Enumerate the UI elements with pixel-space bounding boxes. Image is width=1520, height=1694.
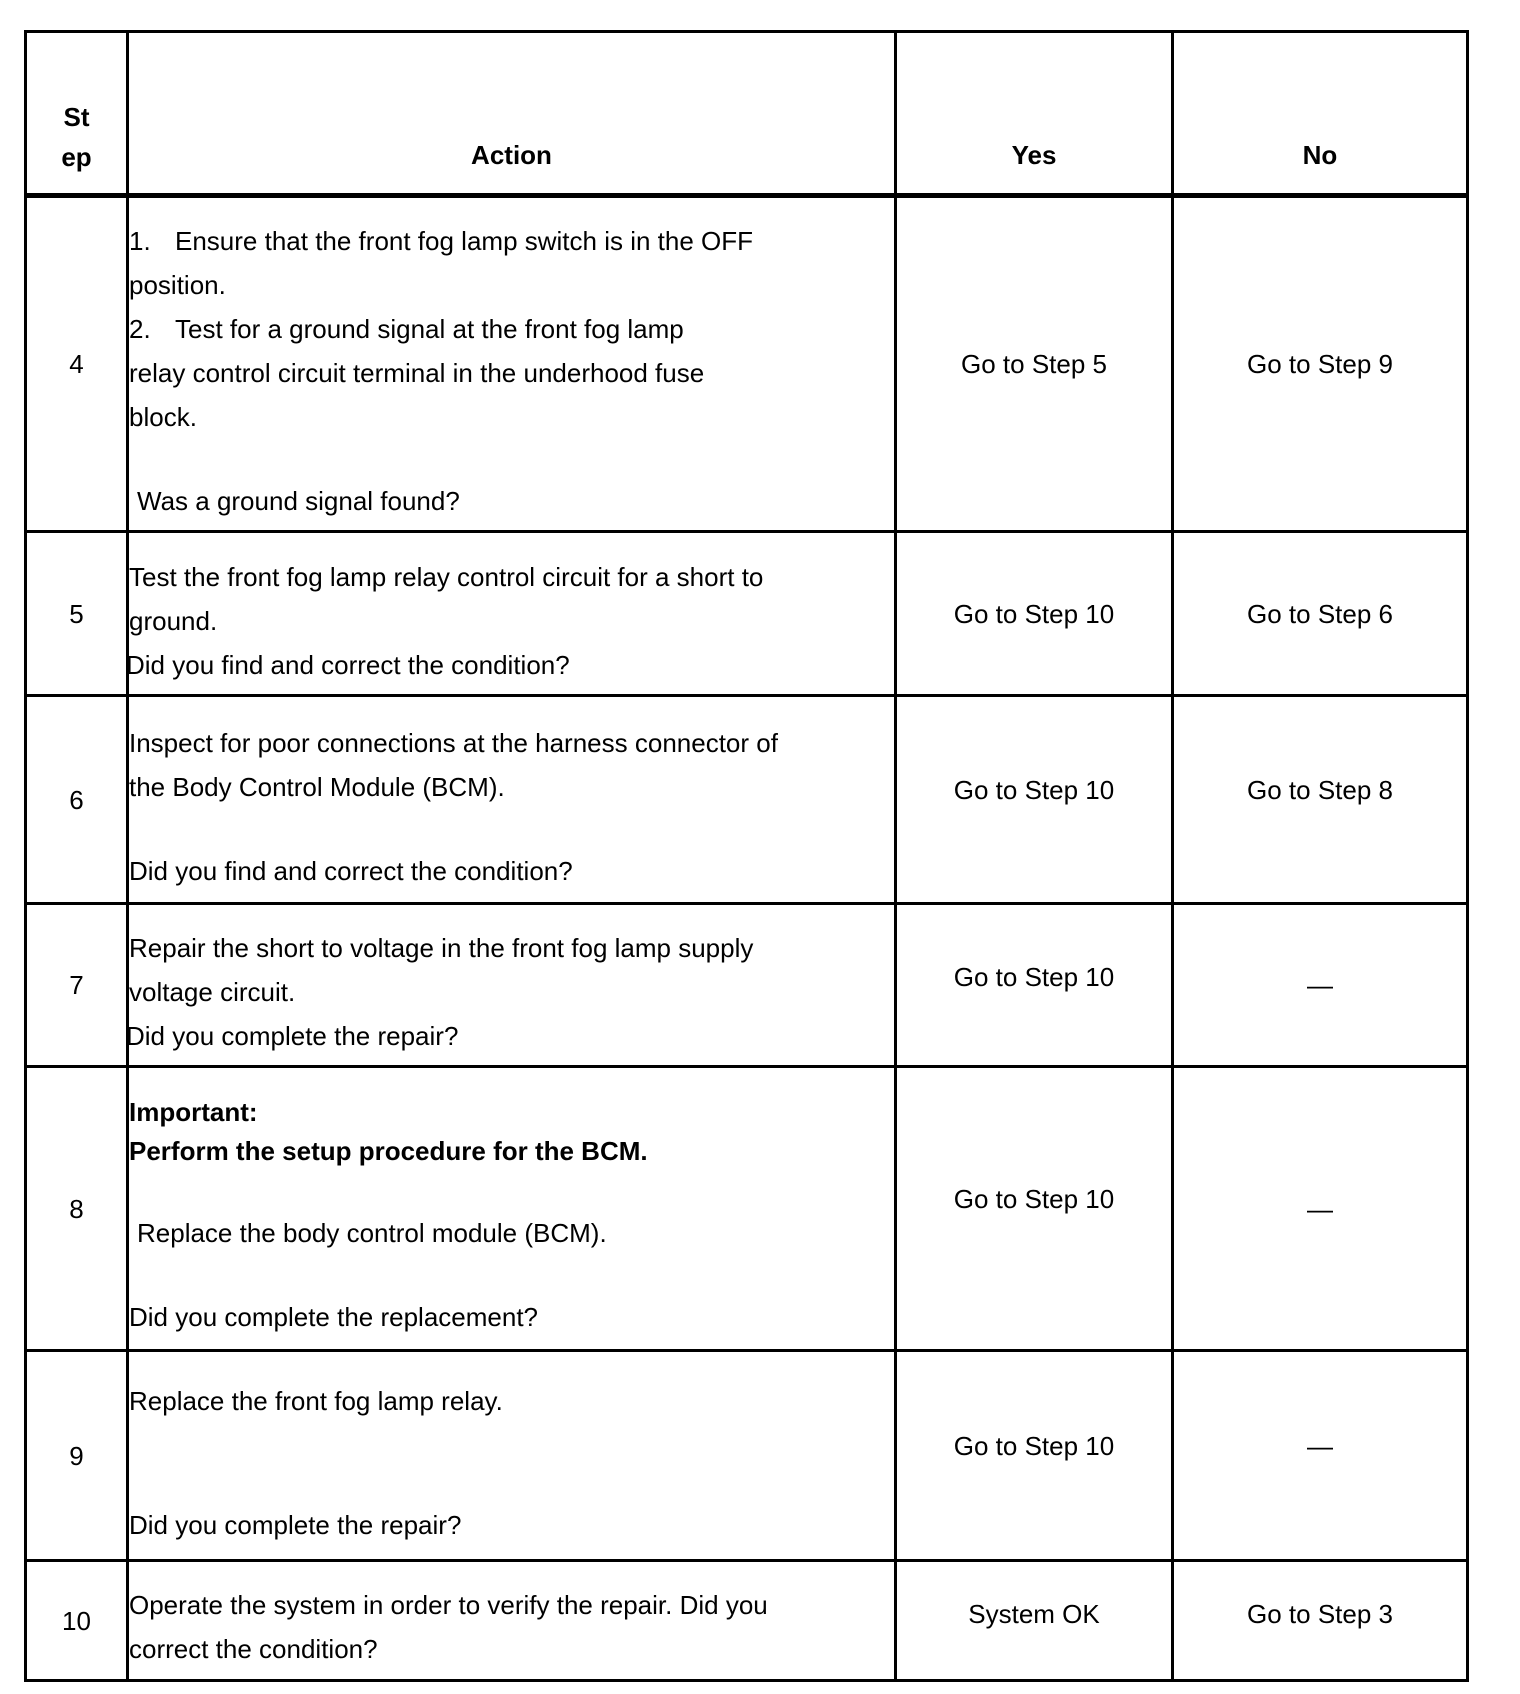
action-line: block. (129, 402, 197, 432)
question-text: Did you complete the repair? (129, 1509, 462, 1540)
no-cell: — (1173, 904, 1468, 1067)
step-number: 4 (26, 196, 128, 532)
question-text: Was a ground signal found? (137, 486, 460, 516)
step-number: 9 (26, 1351, 128, 1561)
action-line: Repair the short to voltage in the front fog lamp supply (129, 933, 754, 963)
step-number: 10 (26, 1561, 128, 1681)
no-cell: — (1173, 1067, 1468, 1351)
yes-cell: Go to Step 10 (896, 904, 1173, 1067)
action-line: 2. Test for a ground signal at the front fog lamp (129, 314, 684, 344)
table-row (26, 532, 1468, 696)
no-cell: Go to Step 9 (1173, 196, 1468, 532)
question-text: Did you complete the replacement? (129, 1301, 539, 1332)
action-line: voltage circuit. (129, 977, 296, 1007)
action-cell (128, 1561, 896, 1681)
table-row (26, 1561, 1468, 1681)
action-cell (128, 196, 896, 532)
table-row (26, 196, 1468, 532)
diagnostic-table (24, 30, 1469, 1682)
action-line: relay control circuit terminal in the underhood fuse (129, 358, 705, 388)
action-cell (128, 1351, 896, 1561)
yes-cell: Go to Step 10 (896, 1067, 1173, 1351)
step-number: 6 (26, 696, 128, 904)
no-cell: Go to Step 6 (1173, 532, 1468, 696)
important-label: Important: (129, 1096, 258, 1127)
step-number: 8 (26, 1067, 128, 1351)
question-text: Did you complete the repair? (126, 1021, 459, 1051)
table-row (26, 1351, 1468, 1561)
yes-cell: Go to Step 10 (896, 696, 1173, 904)
header-action: Action (128, 32, 896, 196)
yes-cell: Go to Step 5 (896, 196, 1173, 532)
step-number: 7 (26, 904, 128, 1067)
no-cell: Go to Step 3 (1173, 1561, 1468, 1681)
action-line: ground. (129, 605, 218, 636)
header-no: No (1173, 32, 1468, 196)
action-line: Replace the body control module (BCM). (137, 1217, 607, 1248)
action-line: correct the condition? (129, 1633, 378, 1664)
action-cell (128, 532, 896, 696)
table-row (26, 696, 1468, 904)
action-cell (128, 1067, 896, 1351)
action-line: Operate the system in order to verify the repair. Did you (129, 1589, 768, 1620)
question-text: Did you find and correct the condition? (129, 855, 573, 886)
question-text: Did you find and correct the condition? (126, 649, 570, 680)
header-yes: Yes (896, 32, 1173, 196)
table-row (26, 1067, 1468, 1351)
action-cell (128, 696, 896, 904)
action-line: the Body Control Module (BCM). (129, 771, 505, 802)
action-line: Test the front fog lamp relay control circuit for a short to (129, 561, 764, 592)
yes-cell: System OK (896, 1561, 1173, 1681)
no-cell: Go to Step 8 (1173, 696, 1468, 904)
action-line: 1. Ensure that the front fog lamp switch is in the OFF (129, 226, 754, 256)
action-cell (128, 904, 896, 1067)
action-line: Inspect for poor connections at the harness connector of (129, 727, 778, 758)
header-step: St ep (26, 32, 128, 196)
important-text: Perform the setup procedure for the BCM. (129, 1135, 648, 1166)
step-number: 5 (26, 532, 128, 696)
action-line: Replace the front fog lamp relay. (129, 1385, 503, 1416)
action-line: position. (129, 270, 226, 300)
table-row (26, 904, 1468, 1067)
no-cell: — (1173, 1351, 1468, 1561)
yes-cell: Go to Step 10 (896, 532, 1173, 696)
header-row (26, 32, 1468, 196)
yes-cell: Go to Step 10 (896, 1351, 1173, 1561)
